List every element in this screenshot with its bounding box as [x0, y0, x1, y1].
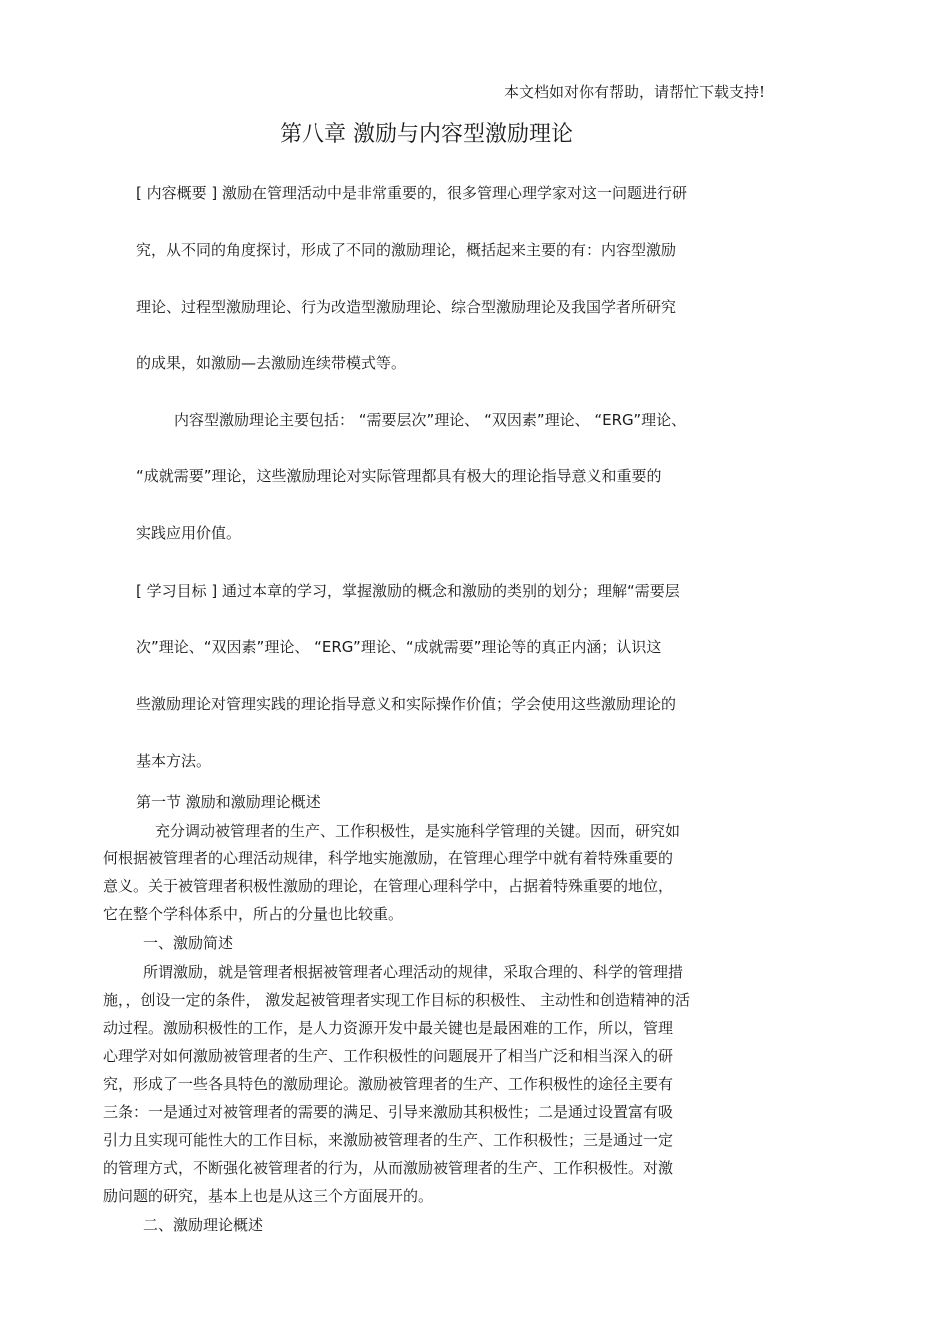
objectives-line: 基本方法。 — [136, 752, 212, 770]
summary-line: “成就需要”理论，这些激励理论对实际管理都具有极大的理论指导意义和重要的 — [136, 467, 662, 485]
paragraph-line: 引力且实现可能性大的工作目标，来激励被管理者的生产、工作积极性；三是通过一定 — [103, 1131, 674, 1149]
section-heading: 第一节 激励和激励理论概述 — [136, 793, 321, 811]
subsection-heading: 一、激励简述 — [143, 934, 234, 952]
summary-line: [ 内容概要 ] 激励在管理活动中是非常重要的，很多管理心理学家对这一问题进行研 — [136, 184, 688, 202]
paragraph-line: 它在整个学科体系中，所占的分量也比较重。 — [103, 905, 404, 923]
paragraph-line: 励问题的研究，基本上也是从这三个方面展开的。 — [103, 1187, 434, 1205]
chapter-title: 第八章 激励与内容型激励理论 — [280, 122, 573, 147]
summary-line: 理论、过程型激励理论、行为改造型激励理论、综合型激励理论及我国学者所研究 — [136, 298, 677, 316]
paragraph-line: 的管理方式，不断强化被管理者的行为，从而激励被管理者的生产、工作积极性。对激 — [103, 1159, 674, 1177]
objectives-line: 次”理论、“双因素”理论、 “ERG”理论、“成就需要”理论等的真正内涵；认识这 — [136, 638, 662, 656]
summary-line: 内容型激励理论主要包括： “需要层次”理论、 “双因素”理论、 “ERG”理论、 — [174, 411, 687, 429]
paragraph-line: 施，，创设一定的条件， 激发起被管理者实现工作目标的积极性、 主动性和创造精神的活 — [103, 991, 691, 1009]
objectives-line: 些激励理论对管理实践的理论指导意义和实际操作价值；学会使用这些激励理论的 — [136, 695, 677, 713]
paragraph-line: 三条：一是通过对被管理者的需要的满足、引导来激励其积极性；二是通过设置富有吸 — [103, 1103, 674, 1121]
header-note: 本文档如对你有帮助，请帮忙下载支持! — [504, 83, 766, 101]
summary-line: 实践应用价值。 — [136, 524, 242, 542]
paragraph-line: 所谓激励，就是管理者根据被管理者心理活动的规律，采取合理的、科学的管理措 — [143, 963, 684, 981]
summary-line: 的成果，如激励—去激励连续带模式等。 — [136, 354, 407, 372]
paragraph-line: 究，形成了一些各具特色的激励理论。激励被管理者的生产、工作积极性的途径主要有 — [103, 1075, 674, 1093]
paragraph-line: 意义。关于被管理者积极性激励的理论，在管理心理科学中，占据着特殊重要的地位， — [103, 877, 674, 895]
paragraph-line: 动过程。激励积极性的工作，是人力资源开发中最关键也是最困难的工作，所以，管理 — [103, 1019, 674, 1037]
paragraph-line: 何根据被管理者的心理活动规律，科学地实施激励，在管理心理学中就有着特殊重要的 — [103, 849, 674, 867]
objectives-line: [ 学习目标 ] 通过本章的学习，掌握激励的概念和激励的类别的划分；理解“需要层 — [136, 582, 680, 600]
paragraph-line: 充分调动被管理者的生产、工作积极性，是实施科学管理的关键。因而，研究如 — [155, 822, 681, 840]
summary-line: 究，从不同的角度探讨，形成了不同的激励理论，概括起来主要的有：内容型激励 — [136, 241, 677, 259]
subsection-heading: 二、激励理论概述 — [143, 1216, 264, 1234]
paragraph-line: 心理学对如何激励被管理者的生产、工作积极性的问题展开了相当广泛和相当深入的研 — [103, 1047, 674, 1065]
